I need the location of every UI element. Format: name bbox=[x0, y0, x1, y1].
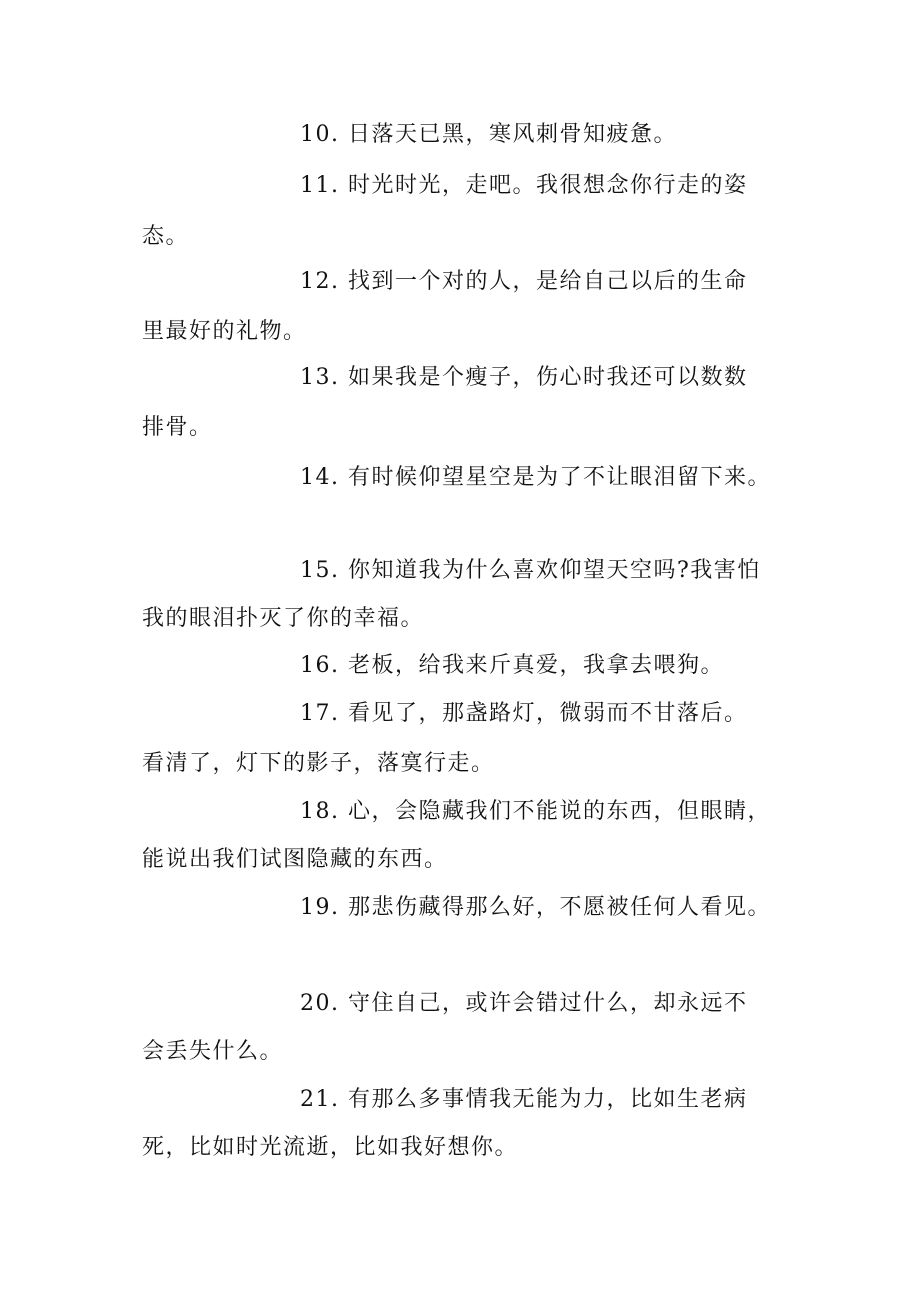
text-line-14: 14. 有时候仰望星空是为了不让眼泪留下来。 bbox=[300, 465, 771, 490]
text-line-11: 11. 时光时光，走吧。我很想念你行走的姿 bbox=[300, 173, 748, 198]
text-line-13: 13. 如果我是个瘦子，伤心时我还可以数数 bbox=[300, 365, 748, 390]
text-line-12-cont: 里最好的礼物。 bbox=[142, 319, 307, 344]
text-line-21-cont: 死，比如时光流逝，比如我好想你。 bbox=[142, 1135, 519, 1160]
text-line-17: 17. 看见了，那盏路灯，微弱而不甘落后。 bbox=[300, 701, 748, 726]
text-line-13-cont: 排骨。 bbox=[142, 415, 213, 440]
text-line-19: 19. 那悲伤藏得那么好，不愿被任何人看见。 bbox=[300, 895, 771, 920]
text-line-10: 10. 日落天已黑，寒风刺骨知疲惫。 bbox=[300, 122, 677, 147]
text-line-11-cont: 态。 bbox=[142, 224, 190, 249]
text-line-16: 16. 老板，给我来斤真爱，我拿去喂狗。 bbox=[300, 653, 724, 678]
text-line-15-cont: 我的眼泪扑灭了你的幸福。 bbox=[142, 606, 425, 631]
text-line-21: 21. 有那么多事情我无能为力，比如生老病 bbox=[300, 1087, 748, 1112]
text-line-18-cont: 能说出我们试图隐藏的东西。 bbox=[142, 847, 448, 872]
text-line-18: 18. 心，会隐藏我们不能说的东西，但眼睛， bbox=[300, 799, 771, 824]
text-line-20: 20. 守住自己，或许会错过什么，却永远不 bbox=[300, 991, 748, 1016]
text-line-15: 15. 你知道我为什么喜欢仰望天空吗?我害怕 bbox=[300, 558, 761, 583]
text-line-12: 12. 找到一个对的人，是给自己以后的生命 bbox=[300, 269, 748, 294]
text-line-20-cont: 会丢失什么。 bbox=[142, 1039, 284, 1064]
text-line-17-cont: 看清了，灯下的影子，落寞行走。 bbox=[142, 751, 495, 776]
